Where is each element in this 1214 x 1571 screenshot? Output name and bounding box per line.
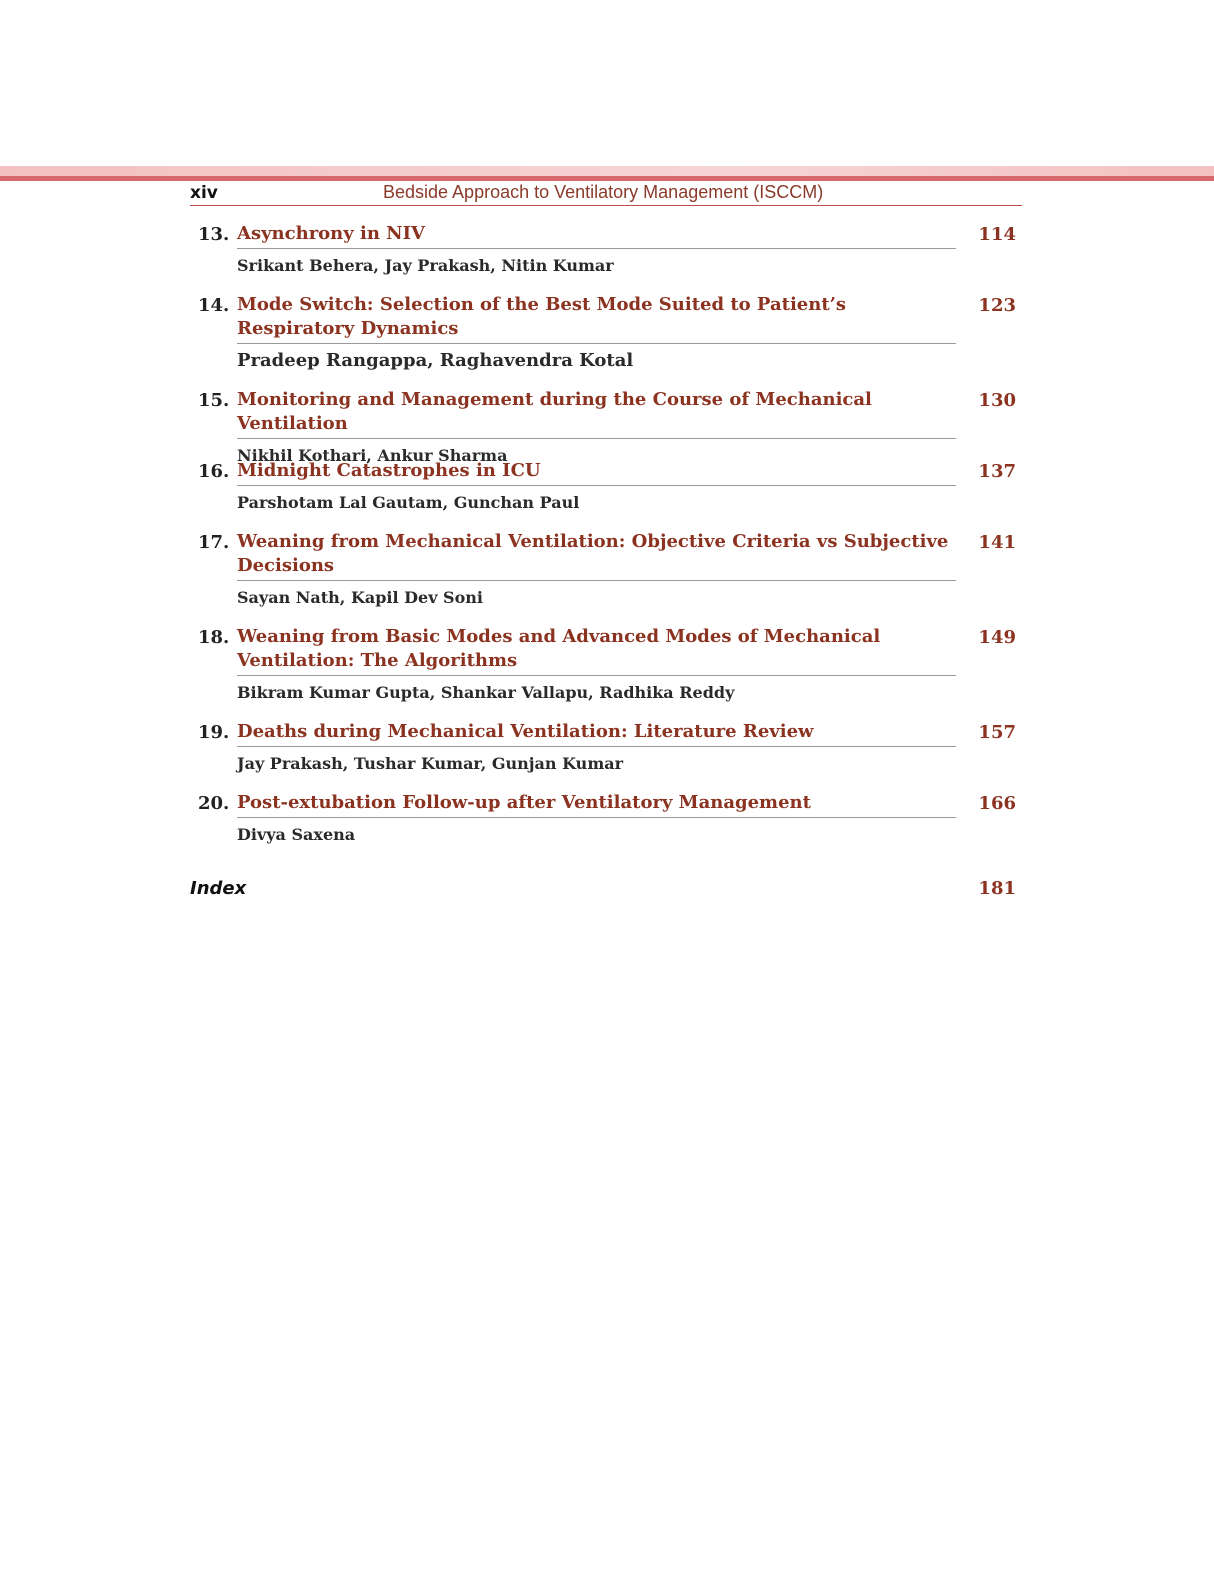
chapter-number: 17. — [198, 532, 230, 553]
chapter-title[interactable]: Deaths during Mechanical Ventilation: Literature Review — [237, 720, 956, 747]
chapter-authors: Jay Prakash, Tushar Kumar, Gunjan Kumar — [237, 754, 624, 773]
chapter-number: 19. — [198, 722, 230, 743]
toc-entry-16[interactable] — [190, 459, 1020, 530]
chapter-authors: Nikhil Kothari, Ankur Sharma — [237, 446, 508, 465]
chapter-page: 123 — [978, 295, 1016, 316]
toc-entry-13[interactable] — [190, 222, 1020, 293]
chapter-title[interactable]: Post-extubation Follow-up after Ventilatory Management — [237, 791, 956, 818]
chapter-title[interactable]: Weaning from Basic Modes and Advanced Modes of Mechanical Ventilation: The Algorithms — [237, 625, 956, 676]
toc-entry-index[interactable] — [190, 878, 1020, 904]
toc-entry-17[interactable] — [190, 530, 1020, 625]
index-page: 181 — [978, 878, 1016, 899]
chapter-page: 157 — [978, 722, 1016, 743]
chapter-title[interactable]: Monitoring and Management during the Course of Mechanical Ventilation — [237, 388, 956, 439]
chapter-authors: Bikram Kumar Gupta, Shankar Vallapu, Radhika Reddy — [237, 683, 735, 702]
toc-entry-18[interactable] — [190, 625, 1020, 720]
chapter-number: 15. — [198, 390, 230, 411]
running-head — [190, 181, 1022, 206]
chapter-page: 114 — [978, 224, 1016, 245]
index-label[interactable]: Index — [190, 878, 247, 899]
book-title: Bedside Approach to Ventilatory Management (ISCCM) — [383, 182, 824, 202]
toc-entry-19[interactable] — [190, 720, 1020, 791]
toc-entry-15[interactable] — [190, 388, 1020, 465]
chapter-authors: Sayan Nath, Kapil Dev Soni — [237, 588, 483, 607]
top-decorative-band — [0, 166, 1214, 176]
chapter-page: 130 — [978, 390, 1016, 411]
toc-entry-14[interactable] — [190, 293, 1020, 388]
chapter-title[interactable]: Midnight Catastrophes in ICU — [237, 459, 956, 486]
chapter-number: 20. — [198, 793, 230, 814]
chapter-number: 13. — [198, 224, 230, 245]
table-of-contents — [190, 222, 1020, 862]
chapter-title[interactable]: Weaning from Mechanical Ventilation: Objective Criteria vs Subjective Decisions — [237, 530, 956, 581]
chapter-number: 18. — [198, 627, 230, 648]
toc-entry-20[interactable] — [190, 791, 1020, 862]
chapter-authors: Srikant Behera, Jay Prakash, Nitin Kumar — [237, 256, 614, 275]
chapter-page: 137 — [978, 461, 1016, 482]
chapter-authors: Parshotam Lal Gautam, Gunchan Paul — [237, 493, 580, 512]
chapter-authors: Divya Saxena — [237, 825, 356, 844]
chapter-page: 149 — [978, 627, 1016, 648]
chapter-page: 141 — [978, 532, 1016, 553]
chapter-number: 16. — [198, 461, 230, 482]
chapter-title[interactable]: Asynchrony in NIV — [237, 222, 956, 249]
page-number: xiv — [190, 183, 218, 203]
chapter-number: 14. — [198, 295, 230, 316]
chapter-title[interactable]: Mode Switch: Selection of the Best Mode Suited to Patient’s Respiratory Dynamics — [237, 293, 956, 344]
chapter-page: 166 — [978, 793, 1016, 814]
chapter-authors: Pradeep Rangappa, Raghavendra Kotal — [237, 350, 634, 371]
